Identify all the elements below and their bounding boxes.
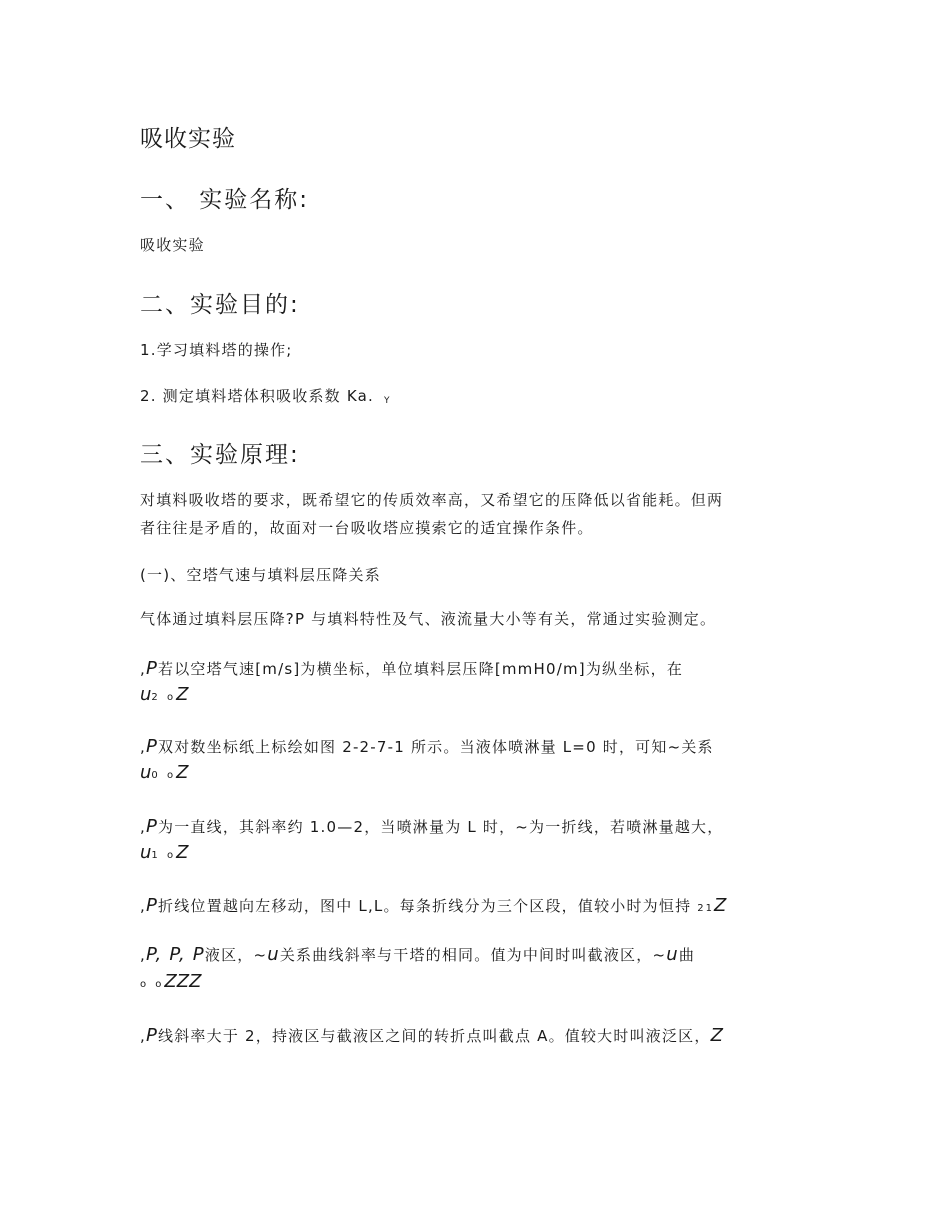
line-text: 为一直线，其斜率约 1.0—2，当喷淋量为 L 时，~为一折线，若喷淋量越大， xyxy=(158,818,724,836)
line-lead: , xyxy=(140,738,146,756)
symbol-p-group: P, P, P xyxy=(145,944,205,965)
section1-heading: 一、 实验名称: xyxy=(140,187,310,213)
symbol-z-group: ZZZ xyxy=(164,971,202,992)
symbol-u: u xyxy=(140,762,152,783)
line-text: 双对数坐标纸上标绘如图 2-2-7-1 所示。当液体喷淋量 L=0 时，可知~关系 xyxy=(158,738,714,756)
symbol-z: Z xyxy=(176,762,189,783)
symbol-p: P xyxy=(145,895,159,916)
line-lead: , xyxy=(140,946,146,964)
line-lead: , xyxy=(140,897,146,915)
principle-para1-line2: 者往往是矛盾的，故面对一台吸收塔应摸索它的适宜操作条件。 xyxy=(140,519,594,537)
symbol-p: P xyxy=(145,1025,159,1046)
subsection-heading: (一)、空塔气速与填料层压降关系 xyxy=(140,566,381,584)
symbol-z: Z xyxy=(176,842,189,863)
symbol-u: u xyxy=(666,944,679,965)
symbol-u: u xyxy=(140,842,152,863)
formula-row-1 xyxy=(140,684,188,705)
symbol-subscript: o o xyxy=(140,979,165,990)
formula-text-line-6 xyxy=(140,1022,724,1050)
symbol-u: u xyxy=(140,684,152,705)
symbol-z: Z xyxy=(714,895,728,916)
formula-row-5 xyxy=(140,971,201,992)
line-lead: , xyxy=(140,660,146,678)
section3-heading: 三、实验原理: xyxy=(140,442,300,468)
formula-text-line-1 xyxy=(140,655,683,683)
line-text: 若以空塔气速[m/s]为横坐标，单位填料层压降[mmH0/m]为纵坐标，在 xyxy=(158,660,684,678)
symbol-p: P xyxy=(145,658,159,679)
symbol-p: P xyxy=(145,736,159,757)
symbol-z: Z xyxy=(176,684,189,705)
section1-body: 吸收实验 xyxy=(140,236,205,254)
document-title: 吸收实验 xyxy=(140,126,236,152)
formula-text-line-4 xyxy=(140,892,728,923)
symbol-subscript: 21 xyxy=(697,903,714,914)
symbol-u: u xyxy=(267,944,280,965)
objective-item-1: 1.学习填料塔的操作; xyxy=(140,341,293,359)
symbol-p: P xyxy=(145,816,159,837)
symbol-subscript: 2 o xyxy=(151,692,177,703)
section2-heading: 二、实验目的: xyxy=(140,292,300,318)
line-text-rest: 关系曲线斜率与干塔的相同。值为中间时叫截液区，~ xyxy=(279,946,667,964)
line-text: 线斜率大于 2，持液区与截液区之间的转折点叫截点 A。值较大时叫液泛区， xyxy=(158,1027,711,1045)
objective-item-2-text: 2. 测定填料塔体积吸收系数 Ka. xyxy=(140,387,374,405)
formula-row-2 xyxy=(140,762,188,783)
formula-text-line-2 xyxy=(140,733,714,761)
formula-text-line-3 xyxy=(140,813,723,841)
formula-row-3 xyxy=(140,842,188,863)
objective-item-2-subscript: Y xyxy=(383,396,391,406)
line-text-end: 曲 xyxy=(678,946,696,964)
principle-para2: 气体通过填料层压降?P 与填料特性及气、液流量大小等有关，常通过实验测定。 xyxy=(140,610,717,628)
line-text: 液区，~ xyxy=(204,946,268,964)
symbol-subscript: 1 o xyxy=(151,850,177,861)
line-lead: , xyxy=(140,1027,146,1045)
line-text: 折线位置越向左移动，图中 L,L。每条折线分为三个区段，值较小时为恒持 xyxy=(158,897,692,915)
symbol-subscript: 0 o xyxy=(151,770,177,781)
formula-text-line-5 xyxy=(140,941,695,969)
principle-para1-line1: 对填料吸收塔的要求，既希望它的传质效率高，又希望它的压降低以省能耗。但两 xyxy=(140,491,724,509)
line-lead: , xyxy=(140,818,146,836)
symbol-z: Z xyxy=(710,1025,725,1046)
objective-item-2 xyxy=(140,382,391,415)
